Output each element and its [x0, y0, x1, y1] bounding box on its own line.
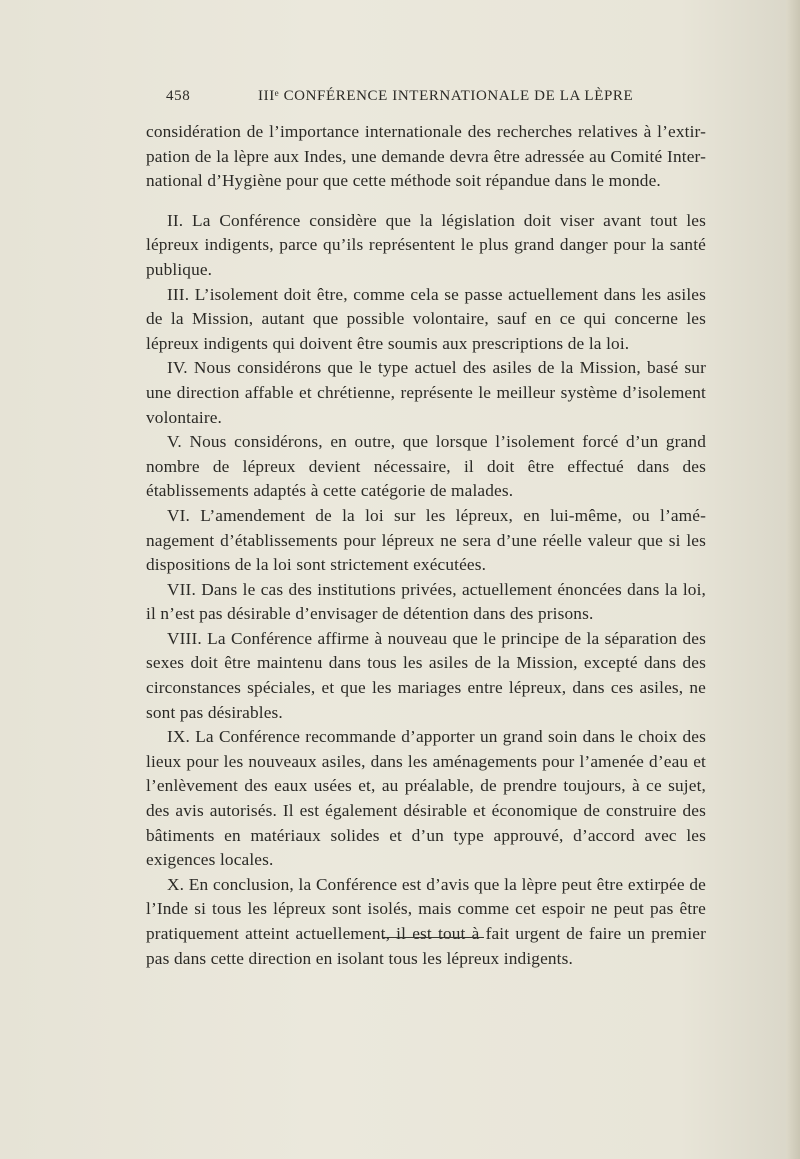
- section-end-rule: [383, 937, 484, 938]
- paragraph-continuation: considération de l’importance internationale des recherches relatives à l’extir-pation de la lèpre aux Indes, une demande devra être adressée au Comité Inter-national d’Hygiène pour que cette méthode soit répandue dans le monde.: [146, 122, 706, 191]
- page-header: [166, 88, 706, 105]
- running-title: IIIᵉ CONFÉRENCE INTERNATIONALE DE LA LÈPRE: [258, 88, 634, 104]
- page-number: 458: [166, 88, 191, 104]
- resolution-VI: VI. L’amendement de la loi sur les lépreux, en lui-même, ou l’amé-nagement d’établissements pour lépreux ne sera d’une réelle valeur que si les dispositions de la loi sont strictement exécutées.: [146, 505, 706, 575]
- resolution-VII: VII. Dans le cas des institutions privées, actuellement énoncées dans la loi, il n’est pas désirable d’envisager de détention dans des prisons.: [146, 579, 706, 624]
- page-edge-shadow: [786, 0, 800, 1159]
- resolution-III: III. L’isolement doit être, comme cela se passe actuellement dans les asiles de la Mission, autant que possible volontaire, sauf en ce qui concerne les lépreux indigents qui doivent être soumis aux prescriptions de la loi.: [146, 284, 706, 353]
- resolution-II: II. La Conférence considère que la législation doit viser avant tout les lépreux indigents, parce qu’ils représentent le plus grand danger pour la santé publique.: [146, 210, 706, 279]
- resolution-V: V. Nous considérons, en outre, que lorsque l’isolement forcé d’un grand nombre de lépreux devient nécessaire, il doit être effectué dans des établissements adaptés à cette catégorie de malades.: [146, 432, 706, 501]
- resolution-IX: IX. La Conférence recommande d’apporter un grand soin dans le choix des lieux pour les nouveaux asiles, dans les aménagements pour l’amenée d’eau et l’enlèvement des eaux usées et, au préalable, de prendre toujours, à ce sujet, des avis autorisés. Il est également désirable et économique de construire des bâtiments en matériaux solides et d’un type approuvé, d’accord avec les exigences locales.: [146, 727, 706, 870]
- resolution-X: X. En conclusion, la Conférence est d’avis que la lèpre peut être extirpée de l’Inde si tous les lépreux sont isolés, mais comme cet espoir ne peut pas être pratiquement atteint actuellement, il est tout à fait urgent de faire un premier pas dans cette direction en isolant tous les lépreux indigents.: [146, 874, 706, 968]
- resolution-VIII: VIII. La Conférence affirme à nouveau que le principe de la séparation des sexes doit être maintenu dans tous les asiles de la Mission, excepté dans des circonstances spéciales, et que les mariages entre lépreux, dans ces asiles, ne sont pas désirables.: [146, 628, 706, 722]
- body-text: [146, 120, 706, 971]
- resolution-IV: IV. Nous considérons que le type actuel des asiles de la Mission, basé sur une direction affable et chrétienne, représente le meilleur système d’isolement volontaire.: [146, 358, 706, 427]
